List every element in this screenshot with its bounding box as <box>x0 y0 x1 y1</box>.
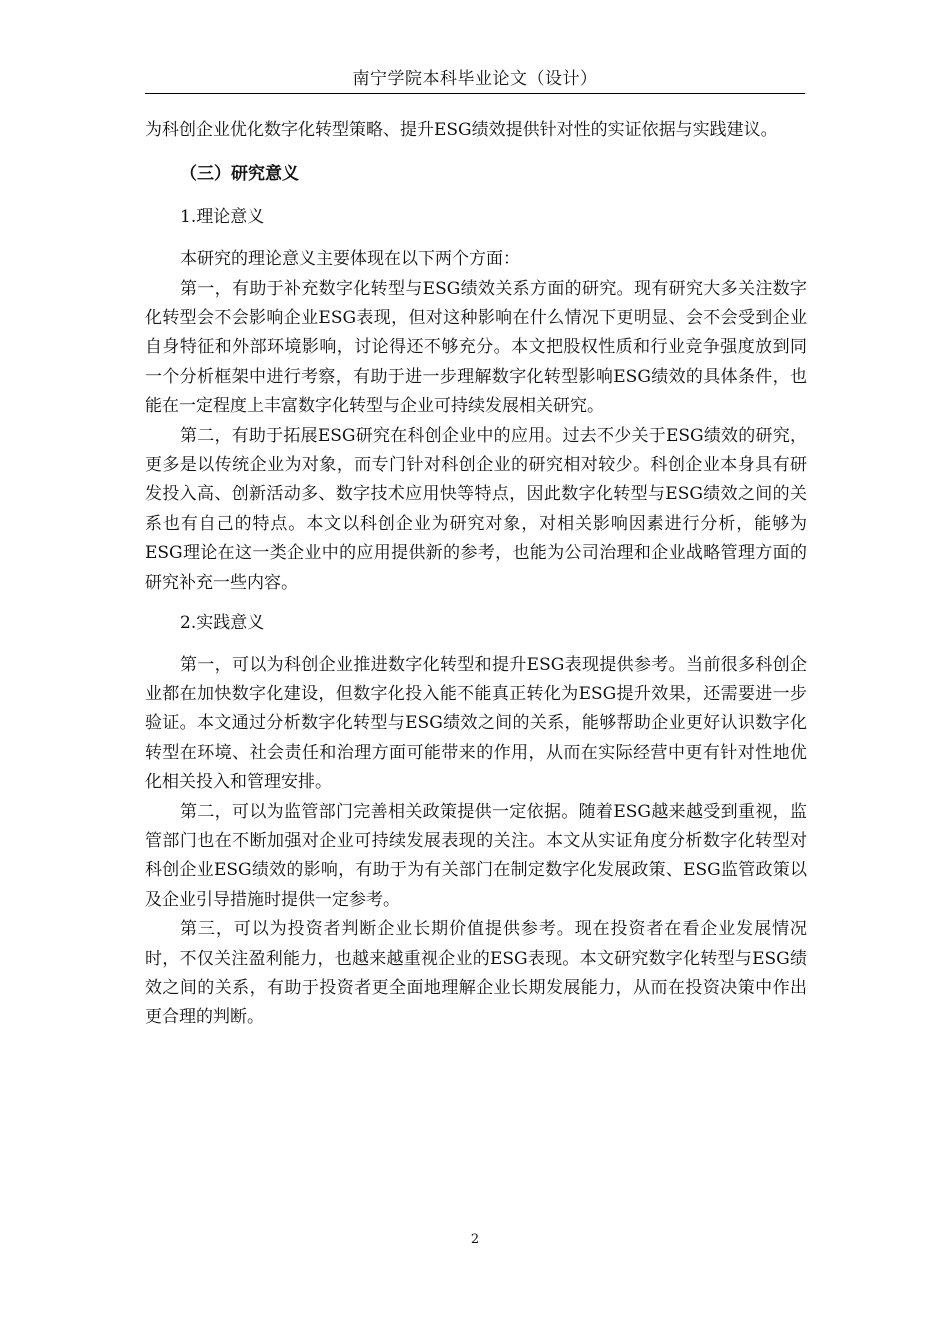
header-rule <box>145 93 805 94</box>
page-number: 2 <box>470 1232 480 1247</box>
paragraph-theory-second: 第二，有助于拓展ESG研究在科创企业中的应用。过去不少关于ESG绩效的研究，更多是以传统企业为对象，而专门针对科创企业的研究相对较少。科创企业本身具有研发投入高、创新活动多、数字技术应用快等特点，因此数字化转型与ESG绩效之间的关系也有自己的特点。本文以科创企业为研究对象，对相关影响因素进行分析，能够为ESG理论在这一类企业中的应用提供新的参考，也能为公司治理和企业战略管理方面的研究补充一些内容。 <box>145 425 807 593</box>
paragraph-practice-first: 第一，可以为科创企业推进数字化转型和提升ESG表现提供参考。当前很多科创企业都在加快数字化建设，但数字化投入能不能真正转化为ESG提升效果，还需要进一步验证。本文通过分析数字化转型与ESG绩效之间的关系，能够帮助企业更好认识数字化转型在环境、社会责任和治理方面可能带来的作用，从而在实际经营中更有针对性地优化相关投入和管理安排。 <box>145 654 807 793</box>
paragraph-continuation: 为科创企业优化数字化转型策略、提升ESG绩效提供针对性的实证依据与实践建议。 <box>145 120 778 140</box>
subheading-practical-significance: 2.实践意义 <box>180 613 265 634</box>
subheading-theoretical-significance: 1.理论意义 <box>180 206 265 227</box>
document-body <box>145 116 807 1033</box>
paragraph-theory-intro: 本研究的理论意义主要体现在以下两个方面： <box>180 249 520 270</box>
paragraph-practice-third: 第三，可以为投资者判断企业长期价值提供参考。现在投资者在看企业发展情况时，不仅关注盈利能力，也越来越重视企业的ESG表现。本文研究数字化转型与ESG绩效之间的关系，有助于投资者更全面地理解企业长期发展能力，从而在投资决策中作出更合理的判断。 <box>145 919 807 1028</box>
paragraph-practice-second: 第二，可以为监管部门完善相关政策提供一定依据。随着ESG越来越受到重视，监管部门也在不断加强对企业可持续发展表现的关注。本文从实证角度分析数字化转型对科创企业ESG绩效的影响，有助于为有关部门在制定数字化发展政策、ESG监管政策以及企业引导措施时提供一定参考。 <box>145 801 807 910</box>
page-header: 南宁学院本科毕业论文（设计） <box>352 69 598 89</box>
paragraph-theory-first: 第一，有助于补充数字化转型与ESG绩效关系方面的研究。现有研究大多关注数字化转型会不会影响企业ESG表现，但对这种影响在什么情况下更明显、会不会受到企业自身特征和外部环境影响，讨论得还不够充分。本文把股权性质和行业竞争强度放到同一个分析框架中进行考察，有助于进一步理解数字化转型影响ESG绩效的具体条件，也能在一定程度上丰富数字化转型与企业可持续发展相关研究。 <box>145 278 807 417</box>
section-heading-research-significance: （三）研究意义 <box>180 164 299 185</box>
